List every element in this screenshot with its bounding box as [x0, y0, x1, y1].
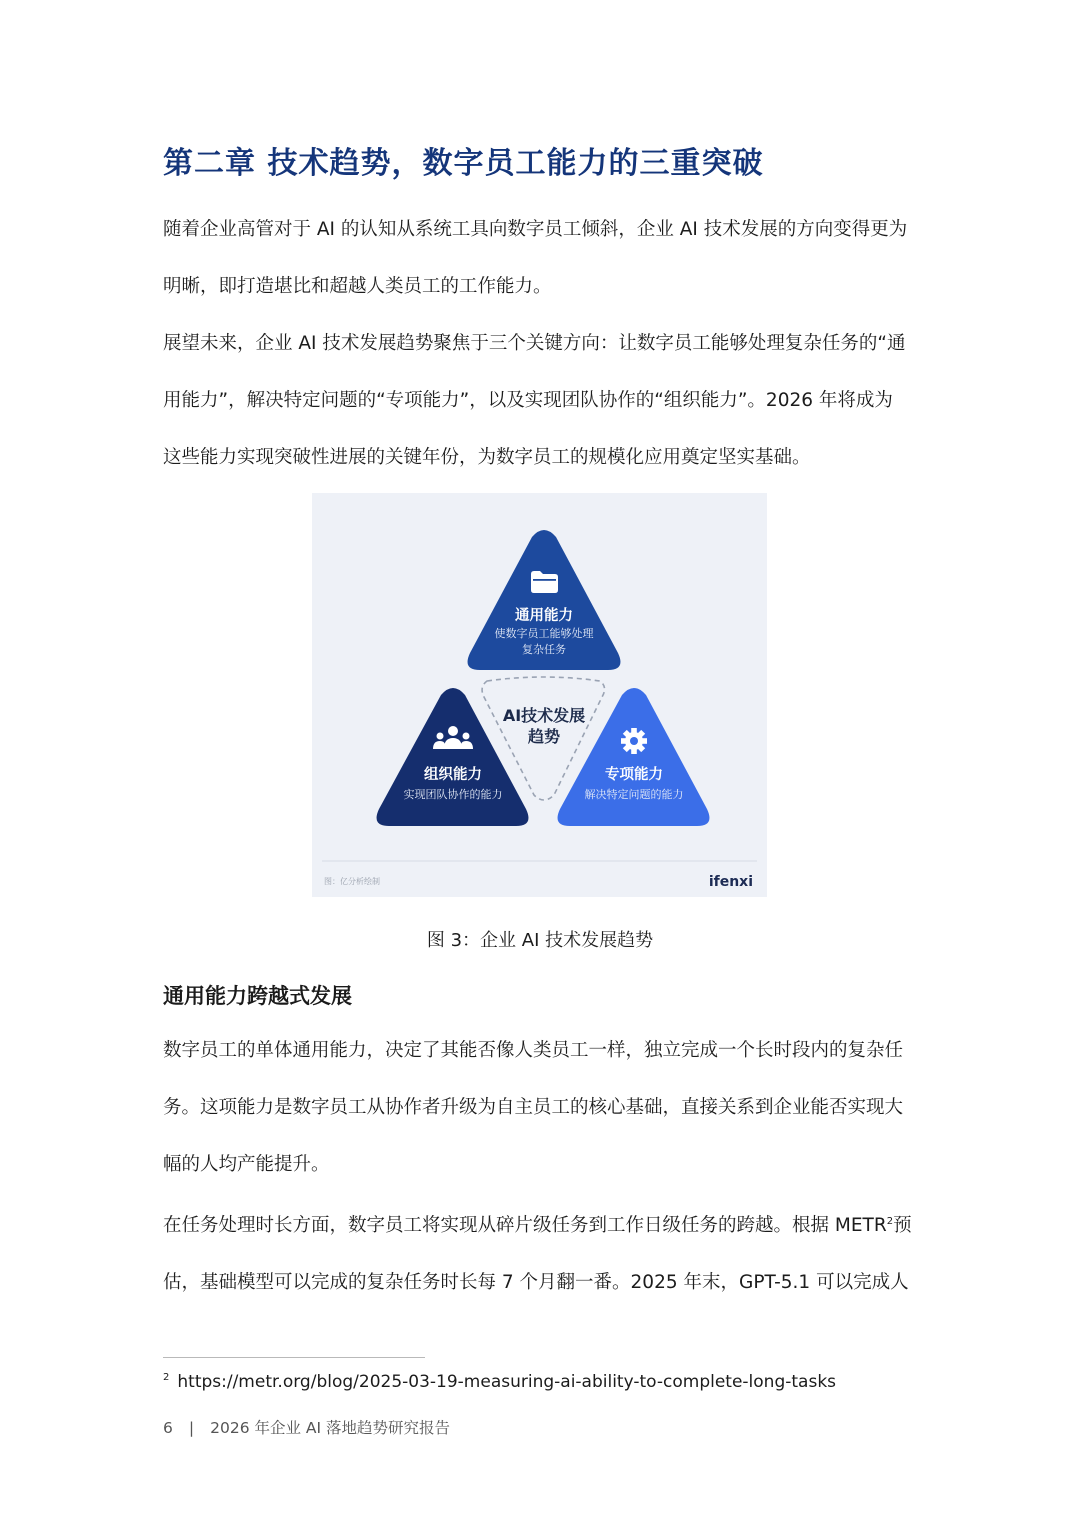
- section-paragraph-2: [163, 1193, 923, 1311]
- text-line: 展望未来，企业 AI 技术发展趋势聚焦于三个关键方向：让数字员工能够处理复杂任务的“通: [163, 333, 906, 354]
- text-line: [163, 1193, 923, 1254]
- footnote-ref: 2: [886, 1216, 894, 1227]
- chapter-title: 第二章 技术趋势，数字员工能力的三重突破: [163, 146, 764, 181]
- folder-icon: [531, 571, 558, 593]
- right-desc: 解决特定问题的能力: [584, 788, 684, 801]
- top-desc-line-1: 使数字员工能够处理: [494, 627, 594, 640]
- intro-paragraph-1: [163, 201, 923, 315]
- text-segment: 在任务处理时长方面，数字员工将实现从碎片级任务到工作日级任务的跨越。根据 METR: [163, 1215, 887, 1237]
- text-line: 用能力”，解决特定问题的“专项能力”，以及实现团队协作的“组织能力”。2026 年将成为: [163, 390, 893, 411]
- center-label-line-1: AI技术发展: [502, 706, 586, 725]
- right-title: 专项能力: [605, 767, 663, 783]
- text-line: 估，基础模型可以完成的复杂任务时长每 7 个月翻一番。2025 年末，GPT-5.1 可以完成人: [163, 1272, 909, 1294]
- center-label-line-2: 趋势: [527, 727, 561, 746]
- trend-diagram: [312, 493, 767, 897]
- page-number: 6: [163, 1419, 173, 1437]
- text-line: 幅的人均产能提升。: [163, 1154, 330, 1175]
- footnote-link[interactable]: https://metr.org/blog/2025-03-19-measuring-ai-ability-to-complete-long-tasks: [177, 1372, 837, 1392]
- figure-source: 图：亿分析绘制: [324, 877, 380, 886]
- gear-icon: [621, 728, 647, 754]
- page-footer: [163, 1416, 450, 1438]
- top-title: 通用能力: [515, 608, 573, 624]
- figure-caption: 图 3：企业 AI 技术发展趋势: [426, 930, 654, 951]
- text-line: 明晰，即打造堪比和超越人类员工的工作能力。: [163, 276, 552, 297]
- intro-paragraph-2: [163, 315, 923, 486]
- text-line: 务。这项能力是数字员工从协作者升级为自主员工的核心基础，直接关系到企业能否实现大: [163, 1097, 904, 1118]
- top-desc-line-2: 复杂任务: [522, 643, 566, 656]
- left-desc: 实现团队协作的能力: [403, 788, 503, 801]
- figure-ai-trends: [312, 493, 767, 897]
- brand-logo: ifenxi: [708, 874, 753, 890]
- text-line: 数字员工的单体通用能力，决定了其能否像人类员工一样，独立完成一个长时段内的复杂任: [163, 1040, 904, 1061]
- section-paragraph-1: [163, 1022, 923, 1193]
- text-line: 随着企业高管对于 AI 的认知从系统工具向数字员工倾斜，企业 AI 技术发展的方向变得更为: [163, 219, 908, 240]
- report-title: 2026 年企业 AI 落地趋势研究报告: [210, 1419, 451, 1437]
- section-heading: 通用能力跨越式发展: [163, 984, 352, 1008]
- footnote-number: 2: [163, 1372, 170, 1384]
- footnote-divider: [163, 1357, 425, 1358]
- text-segment: 预: [893, 1215, 912, 1237]
- left-title: 组织能力: [424, 767, 482, 783]
- footer-separator: |: [188, 1419, 195, 1437]
- text-line: 这些能力实现突破性进展的关键年份，为数字员工的规模化应用奠定坚实基础。: [163, 447, 811, 468]
- footnote: [163, 1372, 836, 1392]
